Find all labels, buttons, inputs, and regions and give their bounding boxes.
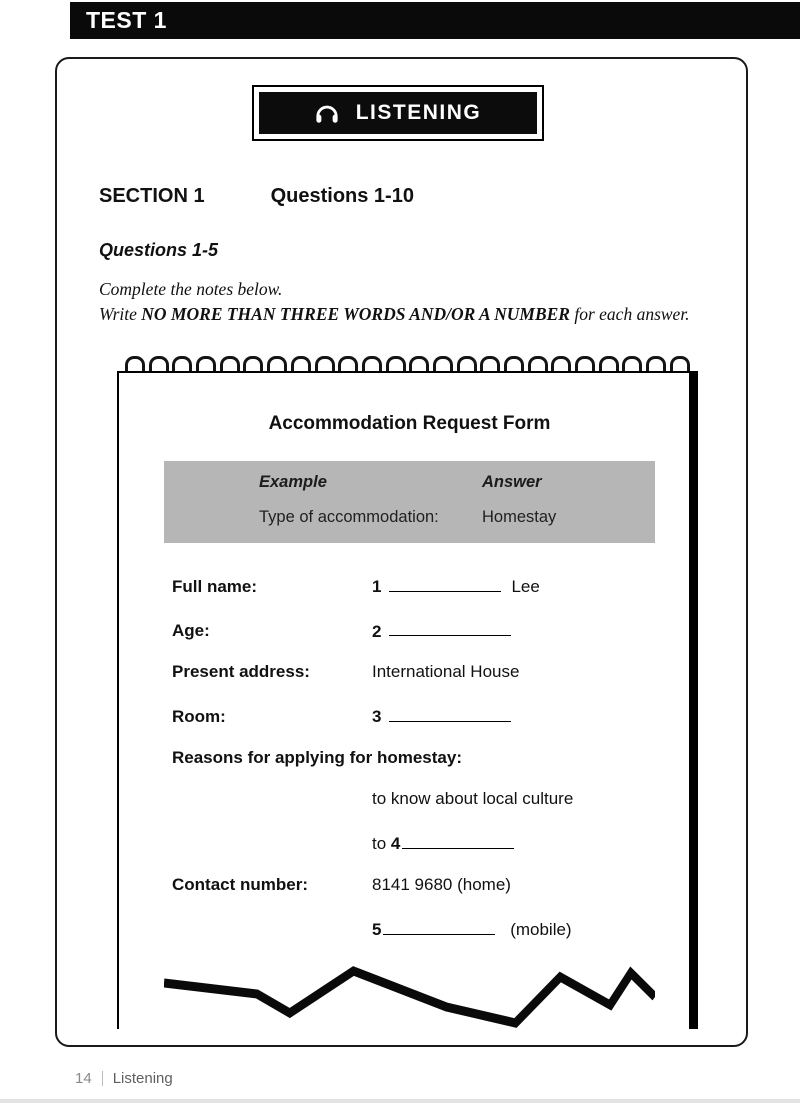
instruction-line2: Write NO MORE THAN THREE WORDS AND/OR A NUMBER for each answer. (99, 304, 690, 325)
form-row-reason1: to know about local culture (372, 789, 574, 809)
form-title: Accommodation Request Form (268, 412, 551, 434)
section-title: SECTION 1 (99, 185, 205, 207)
example-answer: Homestay (482, 507, 557, 526)
answer-blank-5 (383, 916, 495, 935)
answer-blank-3 (389, 703, 511, 722)
page-frame (55, 57, 748, 1047)
form-row-mobile: 5 (mobile) (172, 916, 655, 940)
answer-blank-1 (389, 573, 501, 592)
form-row-age: Age: 2 (172, 618, 655, 642)
form-row-contact: Contact number: 8141 9680 (home) (172, 875, 511, 895)
test-title: TEST 1 (86, 7, 167, 33)
section-range: Questions 1-10 (270, 185, 414, 207)
scan-edge (0, 1099, 800, 1103)
notepad-body (117, 371, 698, 1029)
answer-blank-4 (402, 830, 514, 849)
banner-label: LISTENING (355, 101, 482, 124)
torn-edge (164, 961, 655, 1029)
form-row-address: Present address: International House (172, 662, 520, 682)
listening-banner (252, 85, 544, 141)
example-box (164, 461, 655, 543)
footer-label: Listening (112, 1070, 173, 1087)
page-number: 14 (75, 1070, 92, 1087)
example-label: Type of accommodation: (259, 507, 439, 526)
answer-header: Answer (482, 472, 542, 491)
instructions (99, 277, 718, 328)
form-row-full-name: Full name: 1 Lee (172, 573, 655, 597)
instruction-line1: Complete the notes below. (99, 279, 283, 299)
subsection-title: Questions 1-5 (99, 240, 219, 260)
footer-divider (102, 1071, 103, 1086)
form-row-room: Room: 3 (172, 703, 655, 727)
test-title-bar (70, 2, 800, 39)
headphones-icon (314, 101, 340, 125)
answer-blank-2 (389, 618, 511, 637)
page-footer (75, 1070, 173, 1087)
notepad (117, 354, 698, 1029)
example-header: Example (259, 472, 327, 491)
form-row-reason2: to 4 (172, 830, 655, 854)
form-row-reasons: Reasons for applying for homestay: (172, 748, 462, 768)
section-heading (99, 185, 718, 208)
